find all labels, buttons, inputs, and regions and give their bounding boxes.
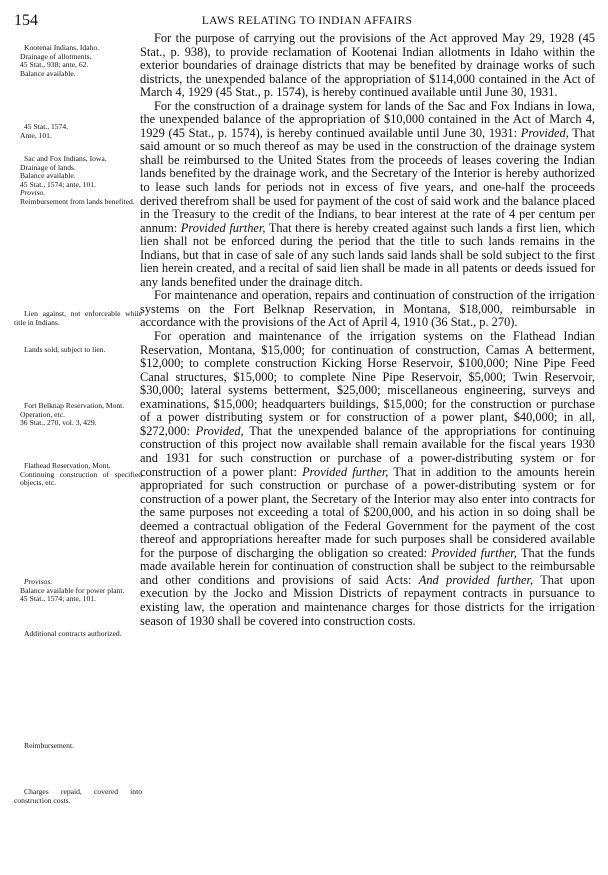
margin-note-line: 36 Stat., 270, vol. 3, 429. (20, 418, 97, 428)
text-run: That the unexpended balance of the appropriations for continuing construction of this project now available shall remain available for the fiscal years 1930 and 1931 for such construction or purchase of a power-distributing system or for construction of a power plant: (140, 423, 595, 479)
margin-note (14, 578, 142, 604)
margin-note (14, 402, 142, 428)
margin-note (14, 44, 142, 78)
margin-note (14, 630, 142, 639)
margin-note-line: Reimbursement from lands benefited. (20, 196, 135, 206)
margin-note-line: 45 Stat., 938; ante, 62. (20, 60, 89, 70)
page-number: 154 (14, 12, 38, 29)
text-run: That the funds made available herein for continuation of construction shall be subject to the reimbursable and other conditions and provisions of said Acts: (140, 545, 595, 587)
margin-note-line: Lands sold, subject to lien. (24, 345, 106, 354)
margin-note (14, 123, 142, 140)
text-run: That upon execution by the Jocko and Mission Districts of repayment contracts in pursuance to existing law, the operation and maintenance charges for those districts for the irrigation season of 1930 shall be covered into construction costs. (140, 572, 596, 628)
margin-note-line: Operation, etc. (20, 409, 65, 419)
running-head: LAWS RELATING TO INDIAN AFFAIRS (201, 15, 413, 27)
margin-note-line: 45 Stat., 1574; ante, 101. (20, 594, 96, 604)
text-run: That there is hereby created against such lands a first lien, which lien shall not be enforced during the period that the title to such lands remains in the Indians, but that in case of sale of any such lands said lands shall be sold subject to the first lien herein created, and a recital of said lien shall be made in all patents or deeds issued for any lands benefited under the drainage ditch. (140, 220, 595, 289)
margin-note (14, 462, 142, 488)
margin-note-line: Continuing construction of specified objects, etc. (20, 469, 142, 488)
margin-note-line: Flathead Reservation, Mont. (24, 461, 111, 470)
body-text (140, 32, 595, 628)
margin-note-line: Charges repaid, covered into construction costs. (14, 787, 142, 805)
margin-note-line: Drainage of lands. (20, 162, 76, 172)
margin-note-line: Proviso. (20, 188, 46, 198)
text-run: That in addition to the amounts herein appropriated for such construction or purchase of a power-distributing system or for construction of a power plant, the Secretary of the Interior may also enter into contracts for the same purposes not exceeding a total of $200,000, and his action in so doing shall be deemed a contractual obligation of the Federal Government for the payment of the cost thereof and appropriations hereafter made for such purposes shall be considered available for the purpose of discharging the obligation so created: (140, 464, 595, 560)
margin-notes (14, 0, 142, 875)
margin-note (14, 310, 142, 327)
paragraph-flathead (140, 330, 595, 628)
proviso-text: Provided further, (180, 220, 266, 235)
margin-note-line: Balance available. (20, 171, 76, 181)
paragraph-sac-and-fox (140, 100, 595, 290)
proviso-text: Provided further, (302, 464, 389, 479)
proviso-text: And provided further, (418, 572, 534, 587)
margin-note (14, 155, 142, 207)
paragraph-fort-belknap (140, 289, 595, 330)
margin-note-line: Fort Belknap Reservation, Mont. (24, 401, 125, 410)
text-run: For operation and maintenance of the irrigation systems on the Flathead Indian Reservation, Montana, $15,000; for continuation of construction, Camas A betterment, $12,000; to complete construction Kicking Horse Reservoir, $100,000; Nine Pipe Feed Canal structures, $15,000; to complete Nine Pipe Reservoir, $5,000; Twin Reservoir, $30,000; lateral systems betterment, $25,000; miscellaneous engineering, surveys and examinations, $15,000; headquarters buildings, $15,000; for the construction or purchase of a power distributing system or for construction of a power plant, $40,000; in all, $272,000: (140, 329, 595, 438)
margin-note-line: Balance available. (20, 68, 76, 78)
text-run: That said amount or so much thereof as may be used in the construction of the drainage system shall be reimbursed to the United States from the proceeds of leases covering the Indian lands benefited by the drainage work, and the Secretary of the Interior is hereby authorized to lease such lands for periods not in excess of five years, and one-half the proceeds derived therefrom shall be used for payment of the cost of said work and the balance placed in the Treasury to the credit of the Indians, to bear interest at the rate of 4 per centum per annum: (140, 125, 595, 235)
text-run: For the construction of a drainage system for lands of the Sac and Fox Indians in Iowa, the unexpended balance of the appropriation of $10,000 contained in the Act of March 4, 1929 (45 Stat., p. 1574), is hereby continued available until June 30, 1931: (140, 98, 595, 140)
margin-note (14, 742, 142, 751)
margin-note-line: Reimbursement. (24, 741, 74, 750)
text-run: For the purpose of carrying out the provisions of the Act approved May 29, 1928 (45 Stat., p. 938), to provide reclamation of Kootenai Indian allotments in Idaho within the exterior boundaries of drainage districts that may be benefited by drainage works of such districts, the unexpended balance of the appropriation of $114,000 contained in the Act of March 4, 1929 (45 Stat., p. 1574), is hereby continued available until June 30, 1931. (140, 31, 595, 100)
margin-note-line: Lien against, not enforceable while title in Indians. (14, 309, 142, 327)
proviso-text: Provided, (520, 125, 569, 140)
margin-note-line: Drainage of allotments. (20, 51, 92, 61)
margin-note-line: 45 Stat., 1574. (24, 122, 69, 131)
proviso-text: Provided further, (431, 545, 517, 560)
text-run: For maintenance and operation, repairs and continuation of construction of the irrigation systems on the Fort Belknap Reservation, in Montana, $18,000, reimbursable in accordance with the provisions of the Act of April 4, 1910 (36 Stat., p. 270). (140, 288, 595, 330)
margin-note-line: Ante, 101. (20, 130, 52, 140)
margin-note-line: Provisos. (24, 577, 53, 586)
proviso-text: Provided, (195, 423, 244, 438)
margin-note (14, 346, 142, 355)
margin-note (14, 788, 142, 805)
margin-note-line: Additional contracts authorized. (24, 629, 122, 638)
margin-note-line: Kootenai Indians, Idaho. (24, 43, 100, 52)
margin-note-line: Balance available for power plant. (20, 585, 125, 595)
margin-note-line: 45 Stat., 1574; ante, 101. (20, 179, 96, 189)
paragraph-kootenai (140, 32, 595, 100)
margin-note-line: Sac and Fox Indians, Iowa. (24, 154, 107, 163)
